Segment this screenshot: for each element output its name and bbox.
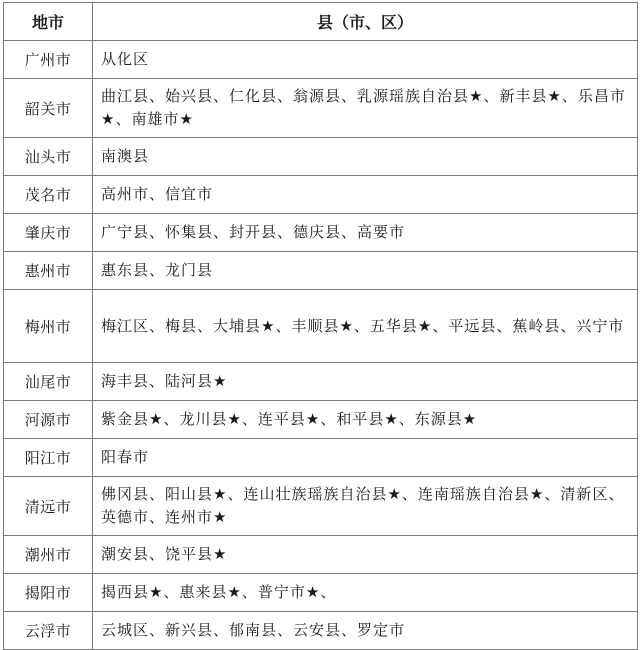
counties-cell: 潮安县、饶平县★ bbox=[93, 536, 638, 574]
table-row bbox=[4, 363, 638, 401]
city-cell: 梅州市 bbox=[4, 290, 93, 363]
counties-cell: 惠东县、龙门县 bbox=[93, 252, 638, 290]
counties-cell: 云城区、新兴县、郁南县、云安县、罗定市 bbox=[93, 612, 638, 650]
county-column-header: 县（市、区） bbox=[93, 3, 638, 41]
counties-cell: 阳春市 bbox=[93, 439, 638, 477]
counties-cell: 佛冈县、阳山县★、连山壮族瑶族自治县★、连南瑶族自治县★、清新区、英德市、连州市★ bbox=[93, 477, 638, 536]
city-cell: 揭阳市 bbox=[4, 574, 93, 612]
county-table-container bbox=[3, 2, 637, 650]
table-row bbox=[4, 439, 638, 477]
counties-cell: 南澳县 bbox=[93, 138, 638, 176]
counties-cell: 紫金县★、龙川县★、连平县★、和平县★、东源县★ bbox=[93, 401, 638, 439]
city-cell: 肇庆市 bbox=[4, 214, 93, 252]
table-row bbox=[4, 176, 638, 214]
table-header-row bbox=[4, 3, 638, 41]
city-cell: 河源市 bbox=[4, 401, 93, 439]
city-cell: 清远市 bbox=[4, 477, 93, 536]
city-cell: 阳江市 bbox=[4, 439, 93, 477]
city-column-header: 地市 bbox=[4, 3, 93, 41]
table-row bbox=[4, 477, 638, 536]
county-table bbox=[3, 2, 638, 650]
city-cell: 潮州市 bbox=[4, 536, 93, 574]
counties-cell: 揭西县★、惠来县★、普宁市★、 bbox=[93, 574, 638, 612]
city-cell: 云浮市 bbox=[4, 612, 93, 650]
city-cell: 汕头市 bbox=[4, 138, 93, 176]
table-row bbox=[4, 138, 638, 176]
city-cell: 韶关市 bbox=[4, 79, 93, 138]
table-row bbox=[4, 79, 638, 138]
table-row bbox=[4, 612, 638, 650]
counties-cell: 曲江县、始兴县、仁化县、翁源县、乳源瑶族自治县★、新丰县★、乐昌市★、南雄市★ bbox=[93, 79, 638, 138]
counties-cell: 从化区 bbox=[93, 41, 638, 79]
table-row bbox=[4, 574, 638, 612]
counties-cell: 广宁县、怀集县、封开县、德庆县、高要市 bbox=[93, 214, 638, 252]
counties-cell: 海丰县、陆河县★ bbox=[93, 363, 638, 401]
city-cell: 惠州市 bbox=[4, 252, 93, 290]
city-cell: 广州市 bbox=[4, 41, 93, 79]
table-row bbox=[4, 290, 638, 363]
table-row bbox=[4, 41, 638, 79]
table-row bbox=[4, 401, 638, 439]
table-row bbox=[4, 252, 638, 290]
table-row bbox=[4, 214, 638, 252]
city-cell: 茂名市 bbox=[4, 176, 93, 214]
counties-cell: 梅江区、梅县、大埔县★、丰顺县★、五华县★、平远县、蕉岭县、兴宁市 bbox=[93, 290, 638, 363]
table-row bbox=[4, 536, 638, 574]
counties-cell: 高州市、信宜市 bbox=[93, 176, 638, 214]
city-cell: 汕尾市 bbox=[4, 363, 93, 401]
